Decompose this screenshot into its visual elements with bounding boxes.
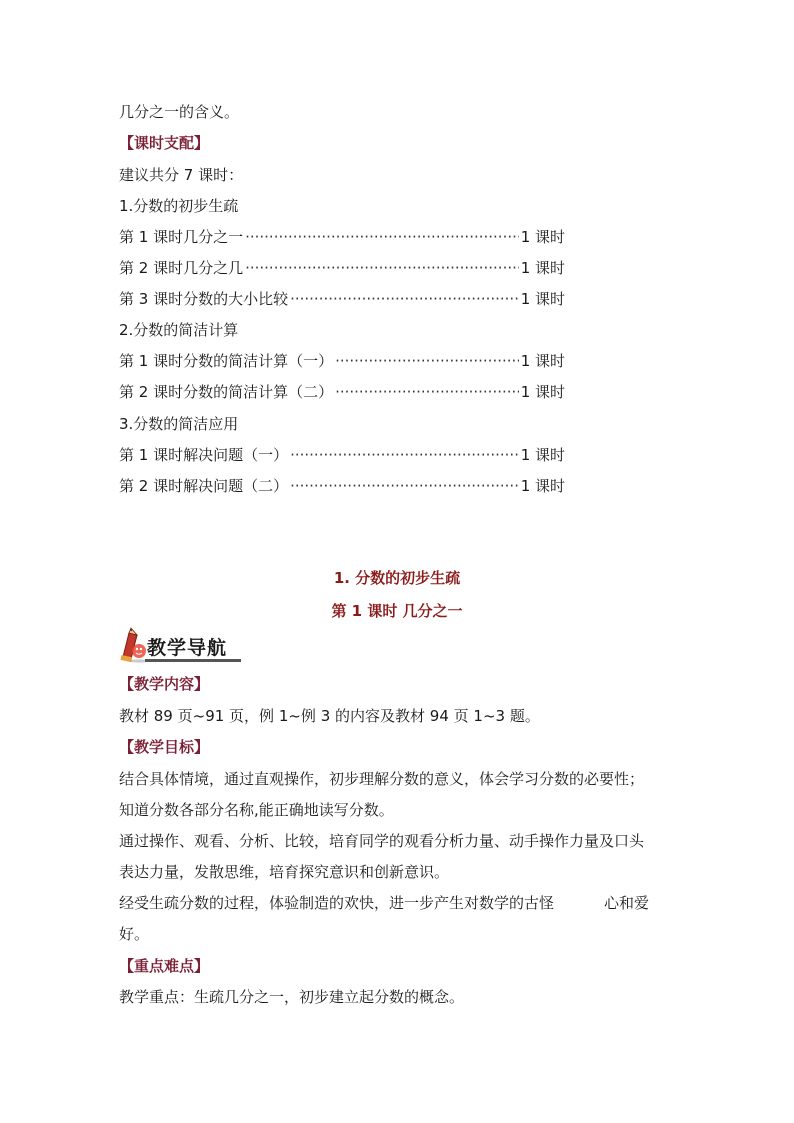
toc-item-name: 第 2 课时几分之几 (119, 259, 244, 277)
unit-title: 1. 分数的初步生疏 (333, 569, 461, 587)
schedule-heading: 【课时支配】 (119, 134, 210, 152)
toc-item (119, 476, 565, 496)
toc-item-hours: 1 课时 (520, 383, 565, 401)
goals-heading: 【教学目标】 (119, 738, 210, 756)
intro-tail-text: 几分之一的含义。 (119, 103, 240, 121)
goal-line (119, 893, 649, 913)
group-2-title: 2.分数的简洁计算 (119, 321, 239, 339)
toc-item-hours: 1 课时 (520, 228, 565, 246)
goal-line-part: 经受生疏分数的过程，体验制造的欢快，进一步产生对数学的古怪 (119, 894, 555, 912)
content-text: 教材 89 页~91 页，例 1~例 3 的内容及教材 94 页 1~3 题。 (119, 707, 540, 725)
toc-item-hours: 1 课时 (520, 477, 565, 495)
lesson-title: 第 1 课时 几分之一 (331, 602, 463, 620)
toc-item (119, 382, 565, 402)
toc-item-name: 第 1 课时几分之一 (119, 228, 244, 246)
toc-item (119, 351, 565, 371)
toc-item (119, 227, 565, 247)
toc-item (119, 445, 565, 465)
group-1-title: 1.分数的初步生疏 (119, 197, 239, 215)
nav-banner-title: 教学导航 (147, 637, 228, 659)
toc-item-name: 第 1 课时解决问题（一） (119, 446, 289, 464)
group-3-title: 3.分数的简洁应用 (119, 415, 239, 433)
goal-line: 表达力量，发散思维，培育探究意识和创新意识。 (119, 863, 450, 881)
key-heading: 【重点难点】 (119, 957, 210, 975)
toc-leader (290, 289, 519, 309)
schedule-summary: 建议共分 7 课时： (119, 166, 244, 184)
toc-item-name: 第 2 课时分数的简洁计算（二） (119, 383, 334, 401)
teaching-nav-banner (117, 627, 239, 663)
toc-item (119, 289, 565, 309)
toc-leader (245, 258, 519, 278)
toc-item-name: 第 3 课时分数的大小比较 (119, 290, 289, 308)
goal-line: 通过操作、观看、分析、比较，培育同学的观看分析力量、动手操作力量及口头 (119, 832, 645, 850)
toc-item-hours: 1 课时 (520, 259, 565, 277)
toc-leader (290, 476, 519, 496)
toc-item-hours: 1 课时 (520, 446, 565, 464)
toc-item-name: 第 2 课时解决问题（二） (119, 477, 289, 495)
toc-item-name: 第 1 课时分数的简洁计算（一） (119, 352, 334, 370)
goal-line-part: 心和爱 (604, 894, 650, 912)
goal-line: 好。 (119, 925, 150, 943)
goal-line: 知道分数各部分名称,能正确地读写分数。 (119, 801, 394, 819)
toc-item-hours: 1 课时 (520, 352, 565, 370)
key-text: 教学重点：生疏几分之一，初步建立起分数的概念。 (119, 988, 465, 1006)
toc-leader (335, 382, 519, 402)
pencil-icon (117, 627, 151, 663)
goal-line: 结合具体情境，通过直观操作，初步理解分数的意义，体会学习分数的必要性； (119, 770, 645, 788)
nav-banner-underline (145, 659, 241, 662)
toc-leader (335, 351, 519, 371)
toc-leader (245, 227, 519, 247)
content-heading: 【教学内容】 (119, 675, 210, 693)
toc-item-hours: 1 课时 (520, 290, 565, 308)
toc-leader (290, 445, 519, 465)
toc-item (119, 258, 565, 278)
